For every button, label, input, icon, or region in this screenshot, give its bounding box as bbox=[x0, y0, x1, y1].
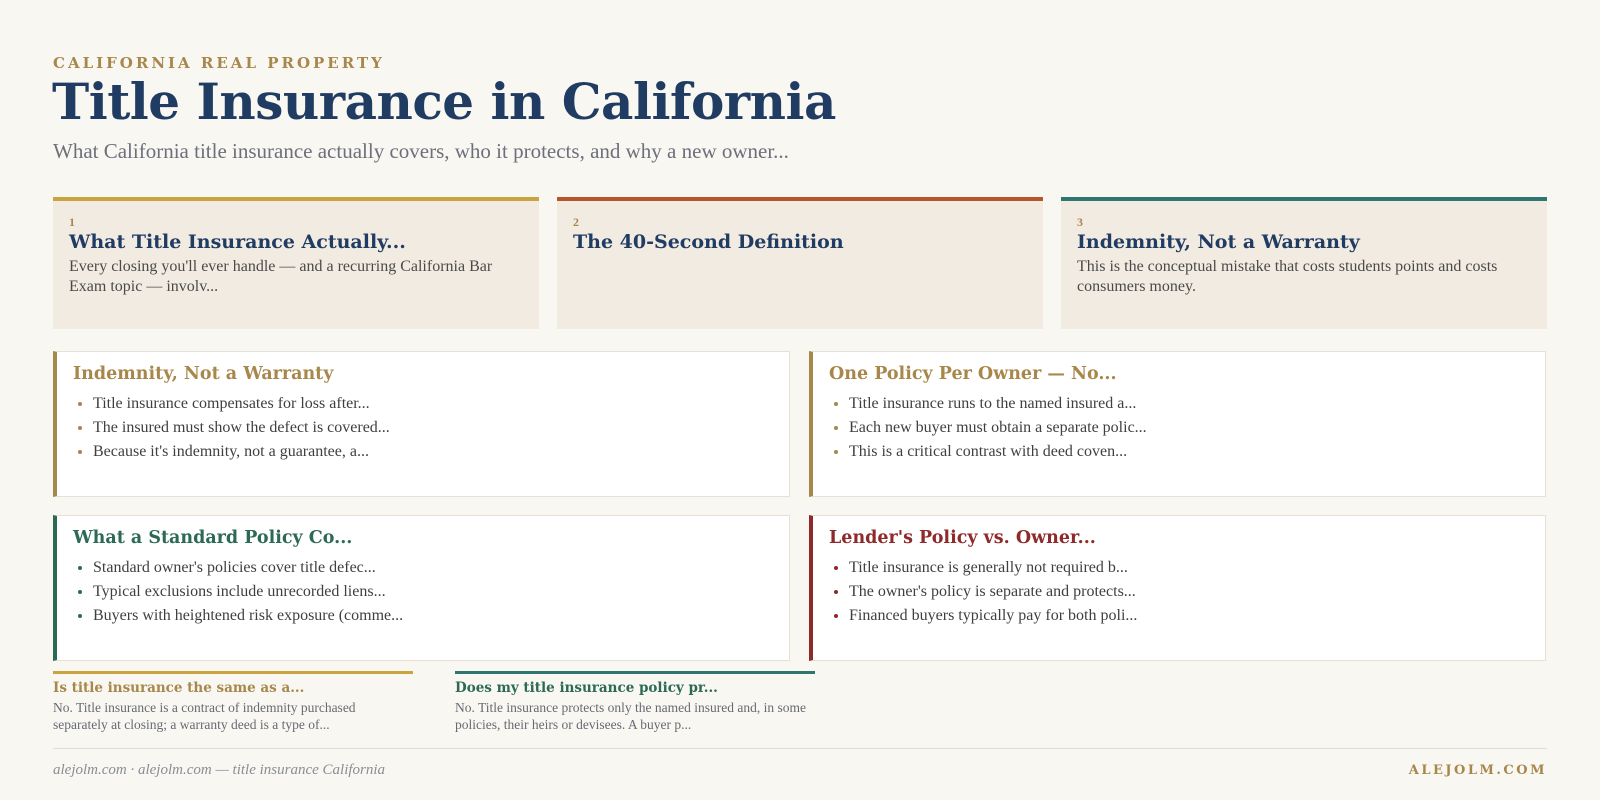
bullet-item: • Title insurance runs to the named insured a... bbox=[849, 392, 1529, 416]
faq-item bbox=[455, 671, 815, 733]
footer-divider bbox=[53, 748, 1547, 749]
card-body: Every closing you'll ever handle — and a recurring California Bar Exam topic — involv... bbox=[69, 258, 493, 295]
footer-brand[interactable]: ALEJOLM.COM bbox=[1408, 763, 1547, 778]
bullet-item: • Standard owner's policies cover title defec... bbox=[93, 556, 773, 580]
summary-card bbox=[53, 197, 539, 329]
card-title: What Title Insurance Actually... bbox=[69, 231, 406, 253]
panel-title: What a Standard Policy Co... bbox=[73, 528, 353, 548]
info-panel bbox=[53, 351, 790, 497]
page-subtitle: What California title insurance actually covers, who it protects, and why a new owner... bbox=[53, 139, 789, 163]
bullet-list bbox=[73, 556, 773, 628]
bullet-item: • Financed buyers typically pay for both poli... bbox=[849, 604, 1529, 628]
faq-accent-bar bbox=[455, 671, 815, 674]
bullet-item: • Because it's indemnity, not a guarantee, a... bbox=[93, 440, 773, 464]
card-number: 1 bbox=[69, 215, 75, 229]
card-body: This is the conceptual mistake that costs students points and costs consumers money. bbox=[1077, 258, 1498, 295]
faq-answer: No. Title insurance protects only the named insured and, in some policies, their heirs or devisees. A buyer p... bbox=[455, 700, 806, 732]
panel-title: One Policy Per Owner — No... bbox=[829, 364, 1117, 384]
bullet-list bbox=[73, 392, 773, 464]
footer-source: alejolm.com · alejolm.com — title insurance California bbox=[53, 762, 386, 778]
bullet-item: • Buyers with heightened risk exposure (comme... bbox=[93, 604, 773, 628]
panel-title: Indemnity, Not a Warranty bbox=[73, 364, 334, 384]
card-title: The 40-Second Definition bbox=[573, 231, 844, 253]
bullet-item: • Typical exclusions include unrecorded liens... bbox=[93, 580, 773, 604]
bullet-list bbox=[829, 392, 1529, 464]
card-title: Indemnity, Not a Warranty bbox=[1077, 231, 1360, 253]
faq-question[interactable]: Does my title insurance policy pr... bbox=[455, 680, 718, 696]
bullet-item: • This is a critical contrast with deed coven... bbox=[849, 440, 1529, 464]
bullet-item: • Each new buyer must obtain a separate polic... bbox=[849, 416, 1529, 440]
summary-card bbox=[1061, 197, 1547, 329]
info-panel bbox=[53, 515, 790, 661]
card-number: 3 bbox=[1077, 215, 1083, 229]
faq-question[interactable]: Is title insurance the same as a... bbox=[53, 680, 305, 696]
bullet-item: • Title insurance compensates for loss after... bbox=[93, 392, 773, 416]
page-title: Title Insurance in California bbox=[52, 72, 836, 131]
bullet-item: • The insured must show the defect is covered... bbox=[93, 416, 773, 440]
bullet-item: • Title insurance is generally not required b... bbox=[849, 556, 1529, 580]
card-number: 2 bbox=[573, 215, 579, 229]
section-kicker: CALIFORNIA REAL PROPERTY bbox=[53, 54, 385, 72]
info-panel bbox=[809, 351, 1546, 497]
bullet-item: • The owner's policy is separate and protects... bbox=[849, 580, 1529, 604]
faq-accent-bar bbox=[53, 671, 413, 674]
summary-card bbox=[557, 197, 1043, 329]
faq-item bbox=[53, 671, 413, 733]
panel-title: Lender's Policy vs. Owner... bbox=[829, 528, 1096, 548]
info-panel bbox=[809, 515, 1546, 661]
summary-cards bbox=[53, 197, 1547, 329]
bullet-list bbox=[829, 556, 1529, 628]
faq-answer: No. Title insurance is a contract of indemnity purchased separately at closing; a warranty deed is a type of... bbox=[53, 700, 356, 732]
